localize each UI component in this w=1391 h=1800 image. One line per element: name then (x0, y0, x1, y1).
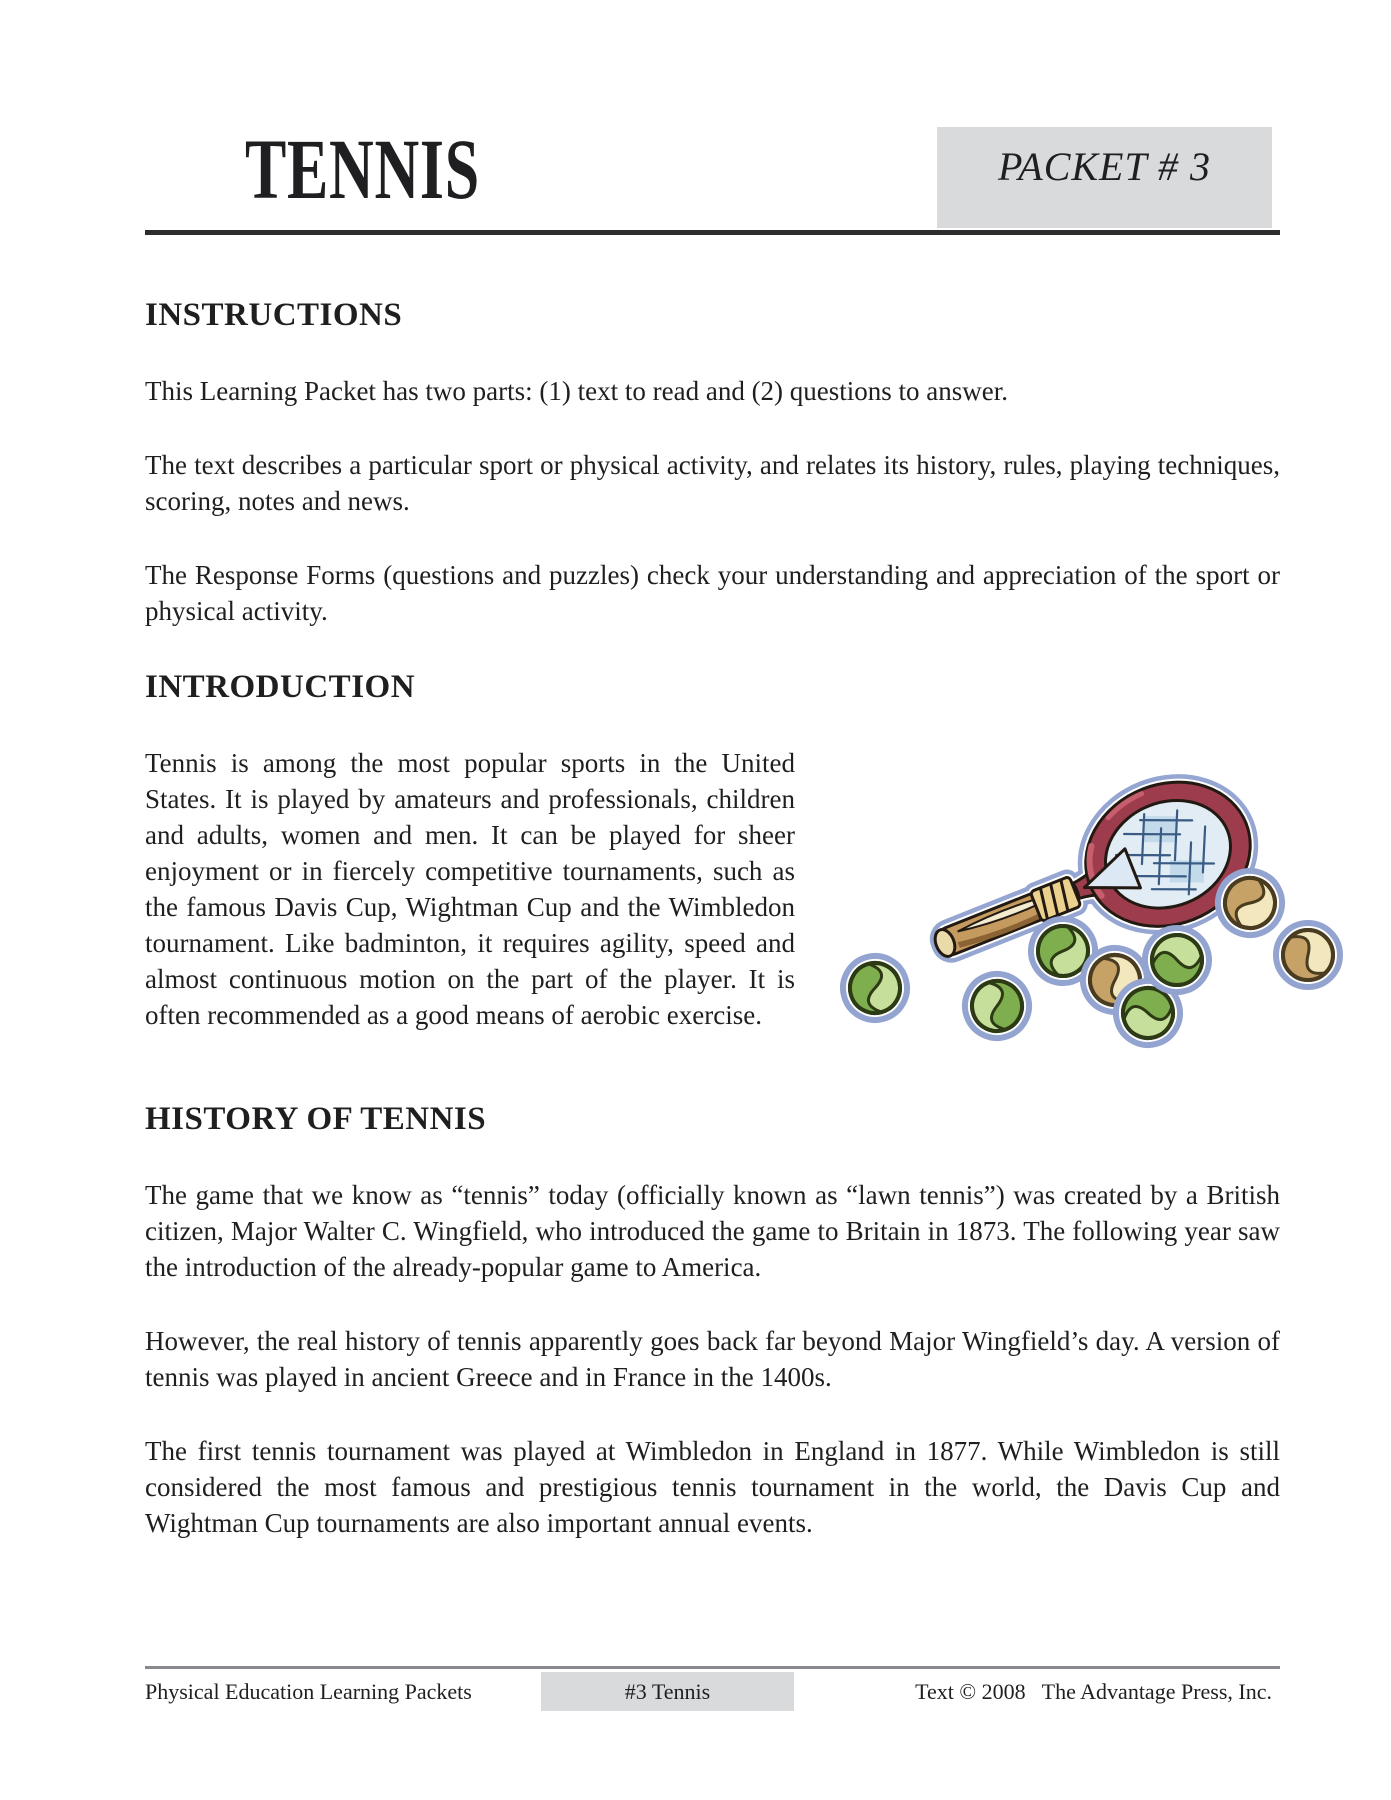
introduction-paragraph: Tennis is among the most popular sports in the United States. It is played by amateurs and professionals, children and adults, women and men. It can be played for sheer enjoyment or in fiercely competitive tournaments, such as the famous Davis Cup, Wightman Cup and the Wimbledon tournament. Like badminton, it requires agility, speed and almost continuous motion on the part of the player. It is often recommended as a good means of aerobic exercise. (145, 748, 795, 1030)
history-paragraph: The first tennis tournament was played at Wimbledon in England in 1877. While Wimbledon is still considered the most famous and prestigious tennis tournament in the world, the Davis Cup and Wightman Cup tournaments are also important annual events. (145, 1436, 1280, 1538)
history-heading: HISTORY OF TENNIS (145, 1101, 487, 1137)
instructions-paragraph: The text describes a particular sport or physical activity, and relates its history, rules, playing techniques, scoring, notes and news. (145, 450, 1280, 516)
footer-series-label: Physical Education Learning Packets (145, 1679, 472, 1704)
page-title: TENNIS (245, 121, 480, 217)
history-paragraph: The game that we know as “tennis” today (officially known as “lawn tennis”) was created by a British citizen, Major Walter C. Wingfield, who introduced the game to Britain in 1873. The following year saw the introduction of the already-popular game to America. (145, 1180, 1280, 1282)
packet-number-box (937, 127, 1272, 228)
instructions-paragraph: The Response Forms (questions and puzzles) check your understanding and appreciation of the sport or physical activity. (145, 560, 1280, 626)
history-paragraph: However, the real history of tennis apparently goes back far beyond Major Wingfield’s day. A version of tennis was played in ancient Greece and in France in the 1400s. (145, 1326, 1280, 1392)
tennis-ball-graphic (956, 965, 1038, 1047)
instructions-heading: INSTRUCTIONS (145, 297, 403, 333)
footer-copyright: Text © 2008 The Advantage Press, Inc. (915, 1679, 1272, 1704)
page-header (145, 0, 1280, 235)
footer-packet-chip: #3 Tennis (541, 1672, 794, 1711)
tennis-ball-graphic (836, 949, 914, 1027)
instructions-paragraph: This Learning Packet has two parts: (1) text to read and (2) questions to answer. (145, 376, 1009, 406)
document-body (145, 235, 1280, 1729)
packet-number-label: PACKET # 3 (997, 144, 1212, 189)
tennis-racket-and-balls-illustration (820, 653, 1360, 1053)
introduction-section (145, 745, 1280, 1033)
page-footer (145, 1666, 1280, 1729)
introduction-heading: INTRODUCTION (145, 669, 416, 705)
